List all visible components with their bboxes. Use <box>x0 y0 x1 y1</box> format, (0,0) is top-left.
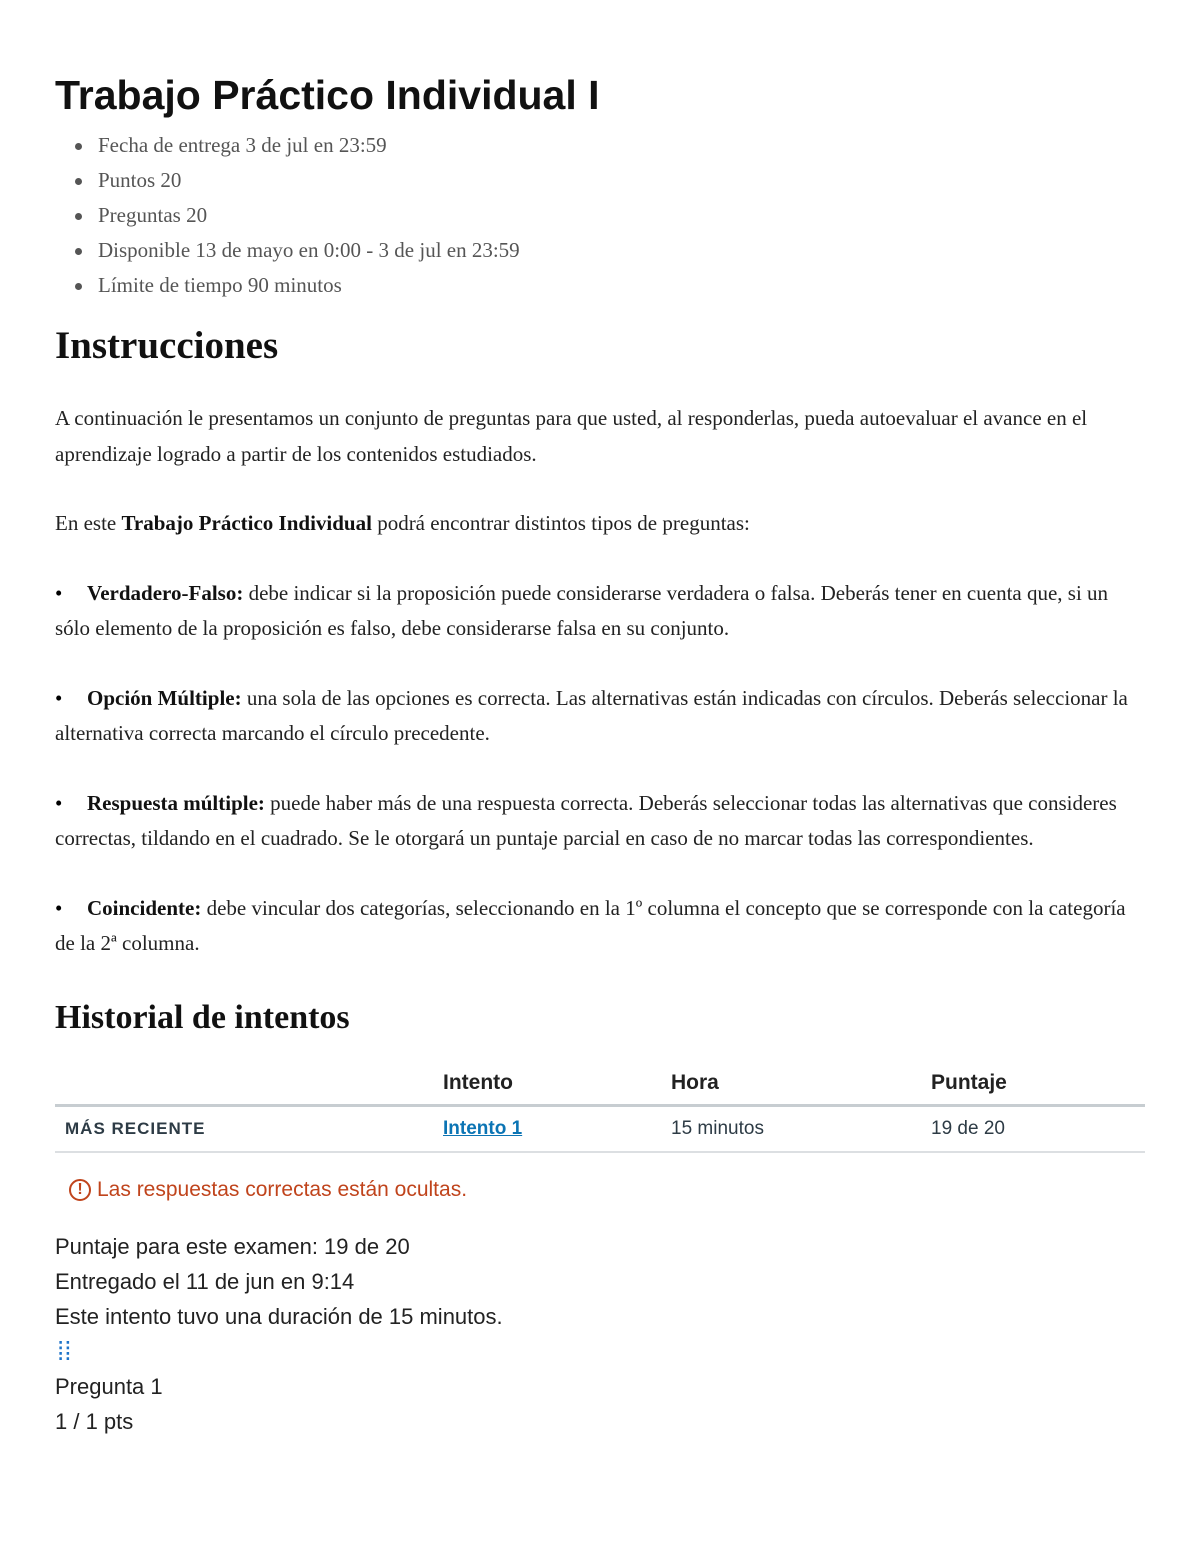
bullet-icon: • <box>55 685 63 710</box>
attempt-cell <box>443 1105 671 1152</box>
question-type-term: Coincidente: <box>87 895 202 920</box>
meta-due-date: Fecha de entrega 3 de jul en 23:59 <box>55 128 1145 163</box>
attempt-recency-label: MÁS RECIENTE <box>55 1105 443 1152</box>
question-type-multiple-answer <box>55 786 1145 857</box>
answers-hidden-notice <box>69 1175 1145 1205</box>
instructions-heading: Instrucciones <box>55 324 279 367</box>
exclamation-circle-icon: ! <box>69 1179 91 1201</box>
result-score: Puntaje para este examen: 19 de 20 <box>55 1233 410 1259</box>
table-row <box>55 1105 1145 1152</box>
drag-handle-icon[interactable]: ⁞⁞ <box>57 1335 72 1366</box>
question-type-term: Verdadero-Falso: <box>87 580 244 605</box>
question-type-term: Respuesta múltiple: <box>87 790 265 815</box>
attempt-time: 15 minutos <box>671 1105 931 1152</box>
column-header-label <box>55 1062 443 1106</box>
instructions-types: En este Trabajo Práctico Individual podrá encontrar distintos tipos de preguntas: <box>55 511 750 535</box>
attempt-history-table <box>55 1062 1145 1153</box>
question-type-text: debe vincular dos categorías, seleccionando en la 1º columna el concepto que se corresponde con la categoría de la 2ª columna. <box>55 895 1126 955</box>
question-type-matching <box>55 891 1145 962</box>
meta-questions: Preguntas 20 <box>55 198 1145 233</box>
meta-available: Disponible 13 de mayo en 0:00 - 3 de jul en 23:59 <box>55 233 1145 268</box>
instructions-types-bold: Trabajo Práctico Individual <box>121 511 372 535</box>
column-header-attempt: Intento <box>443 1062 671 1106</box>
quiz-meta-list <box>55 128 1145 303</box>
question-type-text: puede haber más de una respuesta correcta. Deberás seleccionar todas las alternativas que consideres correctas, tildando en el cuadrado. Se le otorgará un puntaje parcial en caso de no marcar todas las correspondientes. <box>55 790 1117 850</box>
attempt-score: 19 de 20 <box>931 1105 1145 1152</box>
result-duration: Este intento tuvo una duración de 15 minutos. <box>55 1303 503 1329</box>
meta-time-limit: Límite de tiempo 90 minutos <box>55 268 1145 303</box>
result-submitted: Entregado el 11 de jun en 9:14 <box>55 1268 355 1294</box>
question-type-true-false <box>55 576 1145 647</box>
instructions-body <box>55 401 1145 962</box>
meta-points: Puntos 20 <box>55 163 1145 198</box>
question-points: 1 / 1 pts <box>55 1408 134 1434</box>
column-header-time: Hora <box>671 1062 931 1106</box>
question-title: Pregunta 1 <box>55 1373 163 1399</box>
bullet-icon: • <box>55 790 63 815</box>
quiz-page <box>55 70 1145 1439</box>
column-header-score: Puntaje <box>931 1062 1145 1106</box>
bullet-icon: • <box>55 580 63 605</box>
question-type-text: una sola de las opciones es correcta. Las alternativas están indicadas con círculos. Deberás seleccionar la alternativa correcta marcando el círculo precedente. <box>55 685 1128 745</box>
question-type-multiple-choice <box>55 681 1145 752</box>
notice-text: Las respuestas correctas están ocultas. <box>97 1177 468 1201</box>
quiz-result <box>55 1229 1145 1439</box>
instructions-intro: A continuación le presentamos un conjunto de preguntas para que usted, al responderlas, pueda autoevaluar el avance en el aprendizaje logrado a partir de los contenidos estudiados. <box>55 406 1088 466</box>
bullet-icon: • <box>55 895 63 920</box>
page-title: Trabajo Práctico Individual I <box>55 72 600 118</box>
attempt-history-heading: Historial de intentos <box>55 998 350 1036</box>
table-header-row <box>55 1062 1145 1106</box>
attempt-1-link[interactable]: Intento 1 <box>443 1117 523 1139</box>
question-type-text: debe indicar si la proposición puede considerarse verdadera o falsa. Deberás tener en cuenta que, si un sólo elemento de la proposición es falso, debe considerarse falsa en su conjunto. <box>55 580 1109 640</box>
question-type-term: Opción Múltiple: <box>87 685 242 710</box>
